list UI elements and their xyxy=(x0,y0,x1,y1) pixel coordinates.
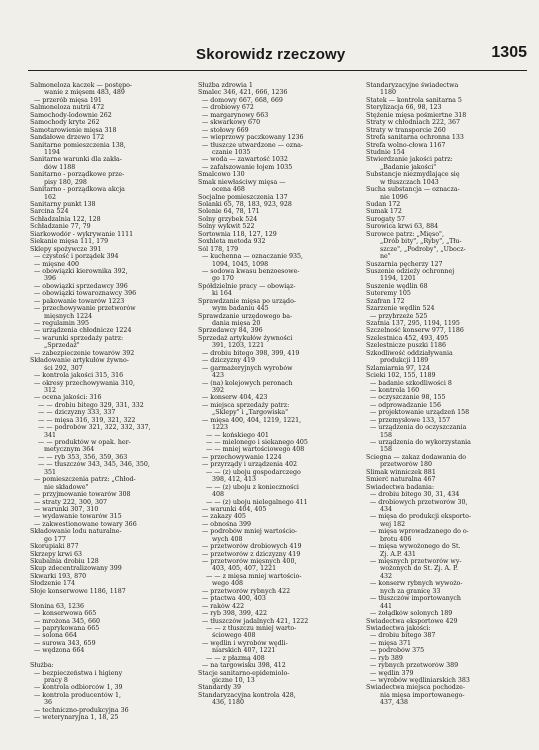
index-line: — obnośna 399 xyxy=(202,520,252,528)
index-line: „Sklepy" i „Targowiska" xyxy=(212,409,289,417)
index-line: Świadectwa eksportowe 429 xyxy=(366,617,458,625)
index-line: — rybnych przetworów 389 xyxy=(370,662,459,670)
index-line: Substancje niezmydlające się xyxy=(366,171,460,179)
index-line: — — drobiu bitego 329, 331, 332 xyxy=(38,401,144,409)
index-line: produkcji 1189 xyxy=(380,357,429,365)
index-line: Suszarnia pęcherzy 127 xyxy=(366,260,443,268)
index-line: — konserw 404, 423 xyxy=(202,394,268,402)
index-line: mięsnych 1224 xyxy=(44,312,93,320)
index-line: 36 xyxy=(44,699,53,707)
index-line: — drobiowy 672 xyxy=(202,104,254,112)
index-line: — na targowisku 398, 412 xyxy=(202,662,286,670)
index-line: Solny wykwit 522 xyxy=(198,223,255,231)
index-line: — ryb 398, 399, 422 xyxy=(202,610,267,618)
index-line: Salmoneloza kaczek — postępo- xyxy=(30,82,133,89)
index-line: — kontrola odbiorców 1, 39 xyxy=(34,684,123,692)
index-line: — przybrzeże 525 xyxy=(370,312,428,320)
index-line: Surowica krwi 63, 884 xyxy=(366,223,439,231)
index-line: Straty w chłodniach 222, 367 xyxy=(366,119,460,127)
index-line: pracy 8 xyxy=(44,677,68,684)
index-line: Studnie 154 xyxy=(366,148,405,156)
index-line: 1194 xyxy=(44,148,61,156)
index-line: Suteremy 105 xyxy=(366,290,411,298)
index-line: — miejsca sprzedaży patrz: xyxy=(202,401,290,409)
index-line: Składowanie lodu naturalne- xyxy=(30,528,122,536)
index-line: 312 xyxy=(44,386,57,394)
index-line: Surowce patrz: „Mięso", xyxy=(366,230,444,238)
index-line: — weterynaryjna 1, 18, 25 xyxy=(34,714,119,722)
index-line: szcze", „Podroby", „Ubocz- xyxy=(380,245,466,253)
index-line: — przetworów rybnych 422 xyxy=(202,587,291,595)
index-line: Szarzenie wędlin 524 xyxy=(366,305,435,313)
index-line: Śmierć naturalna 467 xyxy=(366,476,436,484)
index-line: ki 164 xyxy=(212,290,232,298)
index-line: Sprawdzanie urzędowego ba- xyxy=(198,312,293,320)
index-line: — urządzenia do wykorzystania xyxy=(370,439,471,446)
index-line: — wydawanie towarów 315 xyxy=(34,513,122,521)
index-line: Ściegna — zakaz dodawania do xyxy=(366,453,467,461)
index-line: go 177 xyxy=(44,535,66,543)
index-line: — dziczyzny 419 xyxy=(202,357,256,365)
index-line: Szelestnicze puszki 1186 xyxy=(366,342,446,350)
index-line: — zafałszowanie łojem 1035 xyxy=(202,163,293,171)
index-line: 398, 412, 413 xyxy=(212,476,257,484)
index-line: przetworów 180 xyxy=(380,461,433,469)
index-line: — skwarkowy 670 xyxy=(202,119,261,127)
index-line: — — mielonego i siekanego 405 xyxy=(206,439,308,446)
index-line: 392 xyxy=(212,386,225,394)
index-line: Salmoneloza nutrii 472 xyxy=(30,104,105,112)
index-line: Siarkowodór - wykrywanie 1111 xyxy=(30,230,134,238)
index-line: — ryb 389 xyxy=(370,654,403,662)
index-line: Szczelność konserw 977, 1186 xyxy=(366,327,464,335)
index-line: — drobiu bitego 398, 399, 419 xyxy=(202,349,300,357)
index-line: Stężenie mięsa pośmiertne 318 xyxy=(366,111,467,119)
index-line: Stwierdzanie jakości patrz: xyxy=(366,156,453,164)
index-line: Sanitarne warunki dla zakła- xyxy=(30,156,122,164)
index-line: Szelestnica 452, 493, 495 xyxy=(366,334,449,342)
index-line: Smalec 346, 421, 666, 1236 xyxy=(198,89,288,97)
index-line: — zabezpieczenie towarów 392 xyxy=(34,349,135,357)
index-line: — urządzenia do oczyszczania xyxy=(370,424,467,432)
index-line: Straty w transporcie 260 xyxy=(366,126,446,134)
index-columns xyxy=(30,82,530,747)
index-line: 162 xyxy=(44,193,57,201)
index-line: — wędlin 379 xyxy=(370,669,414,677)
index-line: „Badanie jakości" xyxy=(380,163,437,171)
index-line: Samotarowienie mięsa 318 xyxy=(30,126,117,134)
page-number: 1305 xyxy=(491,44,527,61)
index-line: Strefa sanitarna ochronna 133 xyxy=(366,134,464,142)
index-line: „Drób bity", „Ryby", „Tłu- xyxy=(380,238,462,246)
index-line: Ślimak winniczek 881 xyxy=(366,468,436,476)
index-line: — przerób mięsa 191 xyxy=(34,96,102,104)
index-line: 158 xyxy=(380,431,393,439)
index-line: Sudan 172 xyxy=(366,201,401,208)
index-line: Szlamiarnia 97, 124 xyxy=(366,364,431,372)
index-line: Szkodliwość oddziaływania xyxy=(366,349,453,357)
index-line: Smalcowo 130 xyxy=(198,171,245,179)
index-line: Standardy 39 xyxy=(198,684,242,692)
index-line: wym badaniu 445 xyxy=(212,305,269,313)
index-line: — stołowy 669 xyxy=(202,126,249,134)
index-line: 1094, 1045, 1098 xyxy=(212,260,269,268)
index-line: — przyjmowanie towarów 308 xyxy=(34,491,131,499)
index-line: — obowiązki kierownika 392, xyxy=(34,267,128,275)
index-line: — czystość i porządek 394 xyxy=(34,253,119,261)
index-line: — tłuszcze utwardzone — ozna- xyxy=(202,141,304,149)
index-line: — tłuszczów importowanych xyxy=(370,595,461,603)
index-line: giczne 10, 13 xyxy=(212,677,255,684)
index-line: 1180 xyxy=(380,89,397,97)
index-line xyxy=(30,655,192,662)
index-line: Samochody kryte 262 xyxy=(30,119,100,127)
index-line: Sklepy spożywcze 391 xyxy=(30,245,102,253)
index-line: — drobiowych przetworów 30, xyxy=(370,498,468,506)
index-line: Słoje konserwowe 1186, 1187 xyxy=(30,587,126,595)
index-line: — — (z) ubоju gospodarczego xyxy=(206,468,301,476)
index-line: Świadectwa badania: xyxy=(366,483,434,491)
index-line: Słodzenie 174 xyxy=(30,580,76,588)
index-line: Sortownia 118, 127, 129 xyxy=(198,230,277,238)
index-line: Sanitarno - porządkowe prze- xyxy=(30,171,125,179)
index-line: — — (z) ubоju nielegalnego 411 xyxy=(206,498,308,506)
index-line: Siekanie mięsa 111, 179 xyxy=(30,238,109,246)
index-line: — konserwowa 665 xyxy=(34,610,97,618)
index-line: — — mięsa 316, 319, 321, 322 xyxy=(38,416,136,424)
index-line: Skwarki 193, 870 xyxy=(30,572,87,580)
index-line: — — (z) ubоju z konieczności xyxy=(206,483,299,491)
index-line: — wędzona 664 xyxy=(34,647,85,655)
index-line: ści 292, 307 xyxy=(44,364,83,372)
index-line: Sandałowe drzewo 172 xyxy=(30,134,105,142)
index-line: — — tłuszczów 343, 345, 346, 350, xyxy=(38,461,150,469)
index-line: 396 xyxy=(44,275,57,283)
index-line: — oczyszczanie 98, 155 xyxy=(370,394,446,402)
index-line: nie 1096 xyxy=(380,193,408,201)
index-line: Sanitarne pomieszczenia 138, xyxy=(30,141,126,149)
index-line: 436, 1180 xyxy=(212,699,245,707)
index-line: Suszenie odzieży ochronnej xyxy=(366,267,455,275)
index-line: — konserw rybnych wywożo- xyxy=(370,580,463,588)
index-line: 158 xyxy=(380,446,393,454)
index-line: Solenie 64, 78, 171 xyxy=(198,208,260,216)
index-line: Schładzalnia 122, 128 xyxy=(30,215,101,223)
index-line: — przechowywanie 1224 xyxy=(202,453,282,461)
index-line: Zj. A.P. 431 xyxy=(380,550,416,558)
index-line: — projektowanie urządzeń 158 xyxy=(370,409,470,417)
index-line: — ptactwa 400, 403 xyxy=(202,595,266,603)
index-line: Szafran 172 xyxy=(366,297,405,305)
index-line: — mięsa wprowadzanego do o- xyxy=(370,528,469,536)
index-line: — mięsa 371 xyxy=(370,639,412,647)
index-line: Sól 178, 179 xyxy=(198,245,239,253)
index-line: — podrobów mniej wartościo- xyxy=(202,528,298,536)
index-line: Statek — kontrola sanitarna 5 xyxy=(366,96,462,104)
index-line: — przyrządy i urządzenia 402 xyxy=(202,461,297,469)
index-line: Schładzanie 77, 79 xyxy=(30,223,91,231)
index-line: 1223 xyxy=(212,424,229,432)
index-line: — — mniej wartościowego 408 xyxy=(206,446,305,454)
index-line: — przetworów drobiowych 419 xyxy=(202,543,302,551)
index-line: — przetworów z dziczyzny 419 xyxy=(202,550,301,558)
index-line: Skrzepy krwi 63 xyxy=(30,550,83,558)
index-line: 341 xyxy=(44,431,57,439)
index-line: 423 xyxy=(212,372,225,380)
index-column-1 xyxy=(30,82,192,747)
index-line: — sodowa kwasu benzoesowe- xyxy=(202,267,300,275)
index-line: — kuchenna — oznaczanie 935, xyxy=(202,253,303,261)
index-line: — warunki 404, 405 xyxy=(202,505,267,513)
index-line: Standaryzacyjne świadectwa xyxy=(366,82,459,89)
index-line: — tłuszczów jadalnych 421, 1222 xyxy=(202,617,309,625)
index-line: 441 xyxy=(380,602,393,610)
index-line: 391, 1203, 1221 xyxy=(212,342,265,350)
index-line: — mięsne 400 xyxy=(34,260,80,268)
index-line: — zakwestionowane towary 366 xyxy=(34,520,137,528)
index-line: — pakowanie towarów 1223 xyxy=(34,297,125,305)
index-line: Soxhleta metoda 932 xyxy=(198,238,266,246)
index-line: 434 xyxy=(380,505,393,513)
index-line: — podrobów 375 xyxy=(370,647,425,655)
index-line: wego 408 xyxy=(212,580,243,588)
index-line: niarskich 407, 1221 xyxy=(212,647,276,655)
index-line: — — z tłuszczu mniej warto- xyxy=(206,624,297,632)
index-line: — (na) kolejowych peronach xyxy=(202,379,293,387)
index-line: Samochody-lodownie 262 xyxy=(30,111,112,119)
index-line: metycznym 364 xyxy=(44,446,95,454)
index-line: Surogaty 57 xyxy=(366,215,406,223)
index-line: 351 xyxy=(44,468,57,476)
index-line: — okresy przechowywania 310, xyxy=(34,379,135,387)
index-line: — margarynowy 663 xyxy=(202,111,269,119)
index-line: nych za granicę 33 xyxy=(380,587,441,595)
index-line: Solanki 65, 78, 183, 923, 928 xyxy=(198,201,292,208)
index-line: — domowy 667, 668, 669 xyxy=(202,96,283,104)
index-line: nie składowe" xyxy=(44,483,89,491)
index-line: Świadectwa jakości: xyxy=(366,624,431,632)
index-line: — odprowadzanie 156 xyxy=(370,401,442,409)
index-line: Smak niewłaściwy mięsa — xyxy=(198,178,286,186)
index-line: Sprawdzanie mięsa po urządo- xyxy=(198,297,297,305)
index-line: dania mięsa 20 xyxy=(212,320,261,327)
index-line: — przetworów mięsnych 400, xyxy=(202,558,297,565)
index-line: — bezpieczeństwa i higieny xyxy=(34,669,123,677)
index-line: brotu 406 xyxy=(380,535,412,543)
index-line: — mięsa wywożonego do St. xyxy=(370,543,461,551)
index-line: — kontrola 160 xyxy=(370,386,420,394)
index-line: wanie z mięsem 483, 489 xyxy=(44,89,125,97)
index-line: Sumak 172 xyxy=(366,208,402,216)
index-line: — zakazy 405 xyxy=(202,513,246,521)
header-rule xyxy=(28,70,527,71)
index-line: 1194, 1201 xyxy=(380,275,417,283)
index-line: — warunki sprzedaży patrz: xyxy=(34,334,124,342)
index-line: — drobiu bitego 30, 31, 434 xyxy=(370,491,460,499)
index-line: — raków 422 xyxy=(202,602,245,610)
index-line: — drobiu bitego 387 xyxy=(370,632,436,640)
index-line: Standaryzacyjna kontrola 428, xyxy=(198,691,296,699)
index-line: — obowiązki sprzedawcy 396 xyxy=(34,282,128,290)
index-line: — badanie szkodliwości 8 xyxy=(370,379,452,387)
index-line: dów 1188 xyxy=(44,163,76,171)
index-line: — regulamin 395 xyxy=(34,320,89,327)
page-header xyxy=(28,44,527,68)
page-title: Skorowidz rzeczowy xyxy=(196,46,346,63)
index-line: — urządzenia chłodnicze 1224 xyxy=(34,327,132,335)
index-line: — — z płazmą 408 xyxy=(206,654,265,662)
index-line: Świadectwa miejsca pochodze- xyxy=(366,684,466,692)
index-column-3 xyxy=(366,82,528,747)
index-line: Spółdzielnie pracy — obowiąz- xyxy=(198,282,296,290)
index-line: pisy 180, 298 xyxy=(44,178,87,186)
index-line: Solny grzybek 524 xyxy=(198,215,258,223)
index-line: — paprykowana 665 xyxy=(34,624,100,632)
index-line: w tłuszczach 1043 xyxy=(380,178,439,186)
index-line: Skorupiaki 877 xyxy=(30,543,79,551)
index-line: — pomieszczenia patrz: „Chłod- xyxy=(34,476,136,484)
index-line: — garmażeryjnych wyrobów xyxy=(202,364,293,372)
index-line xyxy=(30,595,192,602)
index-line: — — ryb 353, 356, 359, 363 xyxy=(38,453,128,461)
index-line: Suszenie wędlin 68 xyxy=(366,282,428,290)
index-line: — techniczno-produkcyjna 36 xyxy=(34,706,129,714)
index-line: Szatnia 137, 295, 1194, 1195 xyxy=(366,320,460,327)
index-line: 403, 405, 407, 1221 xyxy=(212,565,277,573)
index-line: wożonych do St. Zj. A. P. xyxy=(380,565,459,573)
index-line: — ocena jakości: 316 xyxy=(34,394,102,402)
index-line: — warunki 307, 310 xyxy=(34,505,99,513)
index-line: wej 182 xyxy=(380,520,406,528)
index-line: — mięsnych przetworów wy- xyxy=(370,558,462,565)
index-line: Sanitarny punkt 138 xyxy=(30,201,96,208)
index-line: 432 xyxy=(380,572,393,580)
index-line: Służba: xyxy=(30,662,54,670)
index-line: — kontrola jakości 315, 316 xyxy=(34,372,124,380)
index-line: nia mięsa importowanego- xyxy=(380,691,465,699)
index-line: Sprzedawcy 84, 396 xyxy=(198,327,263,335)
index-line: Skubalnia drobiu 128 xyxy=(30,558,99,565)
index-line: — mięsa 400, 404, 1219, 1221, xyxy=(202,416,302,424)
index-line: Sprzedaż artykułów żywności xyxy=(198,334,293,342)
index-line: — — z mięsa mniej wartościo- xyxy=(206,572,302,580)
index-line: Słonina 63, 1236 xyxy=(30,602,85,610)
index-line: ne" xyxy=(380,253,391,261)
index-line: — mrożona 345, 660 xyxy=(34,617,101,625)
index-line: — kontrola producentów 1, xyxy=(34,691,122,699)
index-line: — — końskiego 401 xyxy=(206,431,269,439)
index-line: — mięsa do produkcji eksporto- xyxy=(370,513,472,521)
index-line: Sucha substancja — oznacza- xyxy=(366,186,460,194)
index-line: — — produktów w opak. her- xyxy=(38,439,131,446)
index-line: Sterylizacja 66, 98, 123 xyxy=(366,104,442,112)
index-line: — przechowywanie przetworów xyxy=(34,305,136,313)
index-line: 437, 438 xyxy=(380,699,409,707)
index-line: — przemysłowe 133, 157 xyxy=(370,416,451,424)
index-line: Socjalne pomieszczenia 137 xyxy=(198,193,288,201)
index-line: — — podrobów 321, 322, 332, 337, xyxy=(38,424,151,432)
index-line: Służba zdrowia 1 xyxy=(198,82,253,89)
index-line: 408 xyxy=(212,491,225,499)
index-line: — surowa 343, 659 xyxy=(34,639,96,647)
index-line: — żołądków solonych 189 xyxy=(370,610,453,618)
index-line: Stacje sanitarno-epidemiolo- xyxy=(198,669,290,677)
index-line: — solona 664 xyxy=(34,632,77,640)
index-line: Strefa wolno-cłowa 1167 xyxy=(366,141,446,149)
index-line: — straty 222, 300, 307 xyxy=(34,498,107,506)
index-line: — woda — zawartość 1032 xyxy=(202,156,288,164)
index-line: ocena 468 xyxy=(212,186,245,194)
index-line: Sarcina 524 xyxy=(30,208,69,216)
index-line: Składowanie artykułów żywno- xyxy=(30,357,129,365)
index-line: „Sprzedaż" xyxy=(44,342,80,350)
index-line: czanie 1035 xyxy=(212,148,251,156)
index-line: — wędlin i wyrobów wędli- xyxy=(202,639,288,647)
index-line: wych 408 xyxy=(212,535,243,543)
index-line: ściowego 408 xyxy=(212,632,256,640)
index-line: Ścieki 102, 155, 1189 xyxy=(366,372,436,380)
index-column-2 xyxy=(198,82,360,747)
index-line: — obowiązki towaroznawcy 396 xyxy=(34,290,137,298)
index-line: — — dziczyzny 333, 337 xyxy=(38,409,116,417)
index-line: Skup zdecentralizowany 399 xyxy=(30,565,122,573)
index-line: Sanitarno - porządkowa akcja xyxy=(30,186,125,194)
index-line: — wyrobów wędliniarskich 383 xyxy=(370,677,470,684)
index-line: go 170 xyxy=(212,275,234,283)
index-line: — wieprzowy paczkowany 1236 xyxy=(202,134,304,142)
